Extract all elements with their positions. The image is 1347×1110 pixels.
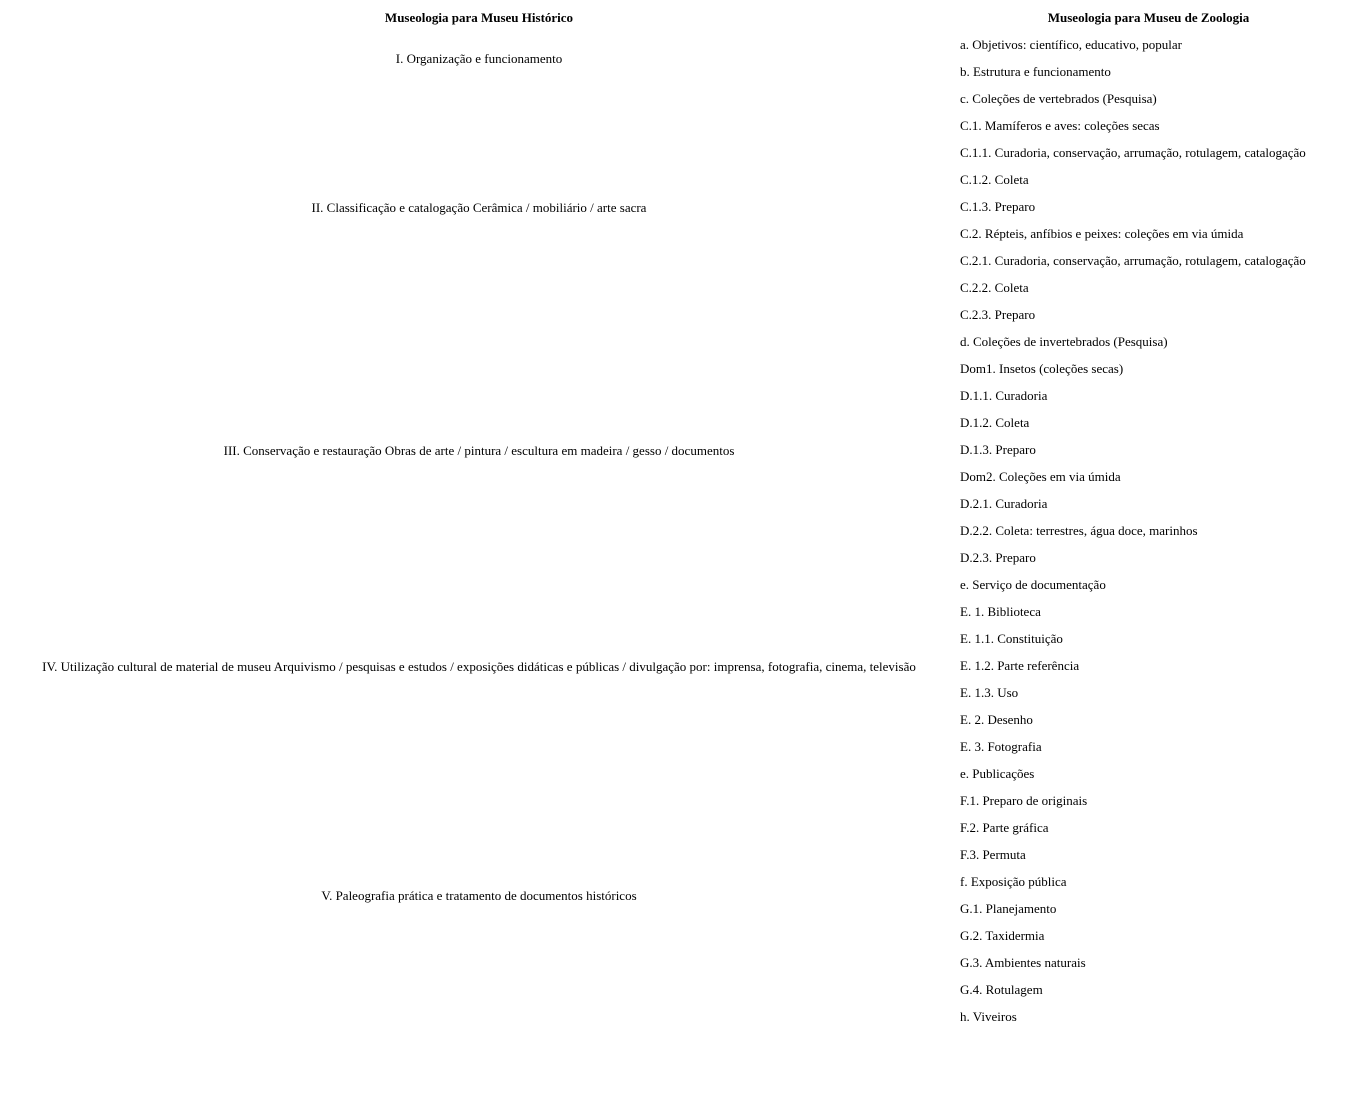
zoologia-item: C.2.1. Curadoria, conservação, arrumação, rotulagem, catalogação xyxy=(960,253,1306,268)
zoologia-item: G.2. Taxidermia xyxy=(960,928,1045,943)
zoologia-item: e. Serviço de documentação xyxy=(960,577,1106,592)
zoologia-item: D.1.2. Coleta xyxy=(960,415,1030,430)
zoologia-item: f. Exposição pública xyxy=(960,874,1067,889)
historico-item-4: IV. Utilização cultural de material de museu Arquivismo / pesquisas e estudos / exposições didáticas e públicas / divulgação por: imprensa, fotografia, cinema, televisão xyxy=(42,659,916,674)
zoologia-item: E. 1.1. Constituição xyxy=(960,631,1063,646)
historico-item-5: V. Paleografia prática e tratamento de documentos históricos xyxy=(321,888,637,903)
zoologia-item: D.1.1. Curadoria xyxy=(960,388,1048,403)
zoologia-item: e. Publicações xyxy=(960,766,1035,781)
zoologia-item: h. Viveiros xyxy=(960,1009,1017,1024)
zoologia-item: D.2.2. Coleta: terrestres, água doce, marinhos xyxy=(960,523,1198,538)
zoologia-item: G.1. Planejamento xyxy=(960,901,1057,916)
zoologia-item: C.1.3. Preparo xyxy=(960,199,1036,214)
zoologia-item: C.2.3. Preparo xyxy=(960,307,1036,322)
zoologia-item: d. Coleções de invertebrados (Pesquisa) xyxy=(960,334,1168,349)
zoologia-item: F.2. Parte gráfica xyxy=(960,820,1049,835)
zoologia-item: a. Objetivos: científico, educativo, popular xyxy=(960,37,1183,52)
zoologia-item: E. 1. Biblioteca xyxy=(960,604,1041,619)
zoologia-item: C.1. Mamíferos e aves: coleções secas xyxy=(960,118,1160,133)
zoologia-item: F.3. Permuta xyxy=(960,847,1026,862)
zoologia-item: Dom1. Insetos (coleções secas) xyxy=(960,361,1124,376)
zoologia-column xyxy=(960,38,1306,1037)
zoologia-item: F.1. Preparo de originais xyxy=(960,793,1088,808)
zoologia-item: G.4. Rotulagem xyxy=(960,982,1043,997)
zoologia-item: C.1.2. Coleta xyxy=(960,172,1029,187)
historico-column-header: Museologia para Museu Histórico xyxy=(384,10,574,25)
zoologia-item: C.2. Répteis, anfíbios e peixes: coleções em via úmida xyxy=(960,226,1244,241)
zoologia-item: E. 1.2. Parte referência xyxy=(960,658,1080,673)
zoologia-item: C.2.2. Coleta xyxy=(960,280,1029,295)
zoologia-item: Dom2. Coleções em via úmida xyxy=(960,469,1121,484)
historico-item-3: III. Conservação e restauração Obras de arte / pintura / escultura em madeira / gesso / documentos xyxy=(223,443,735,458)
zoologia-column-header: Museologia para Museu de Zoologia xyxy=(1047,10,1250,25)
zoologia-item: E. 2. Desenho xyxy=(960,712,1033,727)
zoologia-item: E. 3. Fotografia xyxy=(960,739,1042,754)
zoologia-item: C.1.1. Curadoria, conservação, arrumação, rotulagem, catalogação xyxy=(960,145,1306,160)
zoologia-item: c. Coleções de vertebrados (Pesquisa) xyxy=(960,91,1157,106)
historico-item-1: I. Organização e funcionamento xyxy=(395,51,563,66)
zoologia-item: D.2.3. Preparo xyxy=(960,550,1036,565)
zoologia-item: b. Estrutura e funcionamento xyxy=(960,64,1111,79)
zoologia-item: D.1.3. Preparo xyxy=(960,442,1036,457)
historico-item-2: II. Classificação e catalogação Cerâmica / mobiliário / arte sacra xyxy=(311,200,647,215)
zoologia-item: G.3. Ambientes naturais xyxy=(960,955,1086,970)
zoologia-item: E. 1.3. Uso xyxy=(960,685,1019,700)
zoologia-item: D.2.1. Curadoria xyxy=(960,496,1048,511)
